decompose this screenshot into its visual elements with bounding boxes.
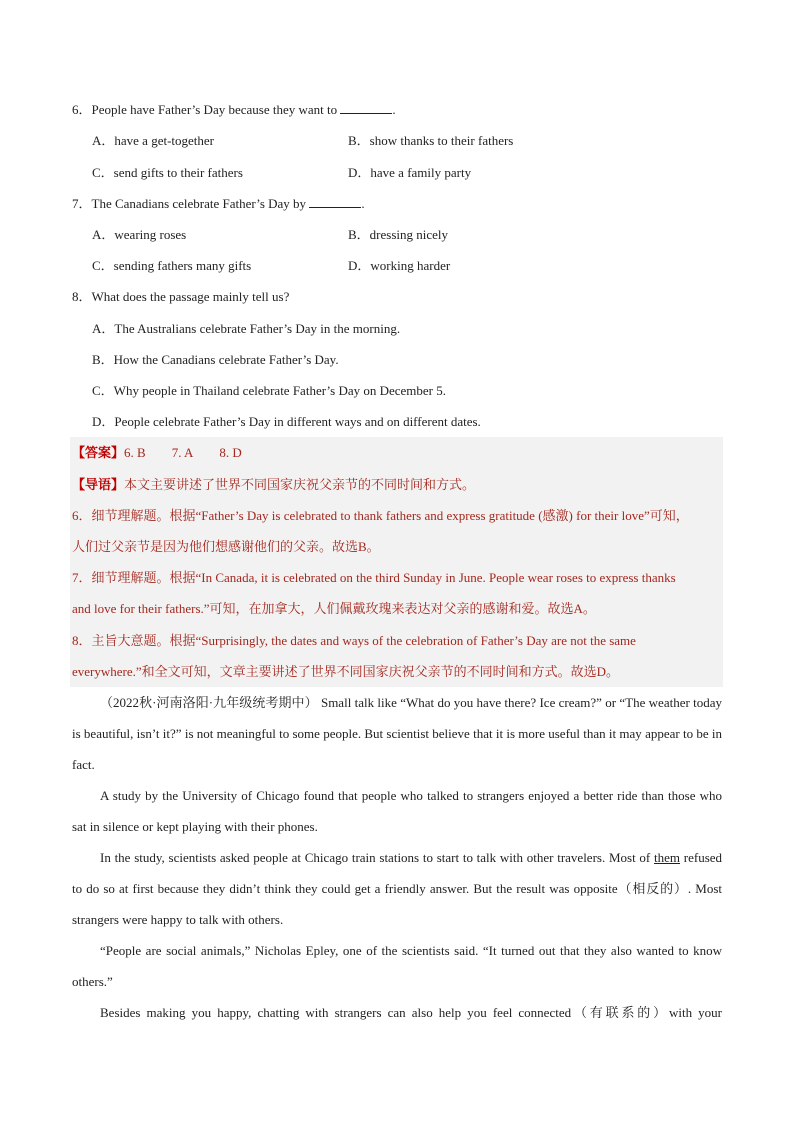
passage-paragraph-4: “People are social animals,” Nicholas Epley, one of the scientists said. “It turned out that they also wanted to know others.”	[72, 943, 722, 989]
explanation-7-line2: and love for their fathers.”可知，在加拿大，人们佩戴玫瑰来表达对父亲的感谢和爱。故选A。	[72, 601, 596, 616]
question-8-option-a: A．The Australians celebrate Father’s Day in the morning.	[92, 321, 401, 336]
question-8-stem: 8．What does the passage mainly tell us?	[72, 289, 290, 304]
passage-paragraph-5: Besides making you happy, chatting with strangers can also help you feel connected（有联系的）with your	[100, 1005, 722, 1020]
question-6-option-c: C．send gifts to their fathers	[92, 165, 243, 180]
question-8-option-c: C．Why people in Thailand celebrate Father’s Day on December 5.	[92, 383, 447, 398]
question-8-option-b: B．How the Canadians celebrate Father’s Day.	[92, 352, 339, 367]
underlined-word: them	[654, 850, 681, 865]
question-6-stem: 6．People have Father’s Day because they want to .	[72, 102, 396, 117]
reading-passage	[72, 687, 722, 1028]
passage-source: （2022秋·河南洛阳·九年级统考期中）	[100, 695, 318, 710]
passage-paragraph-1: （2022秋·河南洛阳·九年级统考期中） Small talk like “What do you have there? Ice cream?” or “The weather today is beautiful, isn’t it?” is not meaningful to some people. But scientist believe that it is more useful than it may appear to be in fact.	[72, 695, 722, 772]
question-7-option-a: A．wearing roses	[92, 227, 187, 242]
explanation-8-line2: everywhere.”和全文可知，文章主要讲述了世界不同国家庆祝父亲节的不同时间和方式。故选D。	[72, 664, 620, 679]
answer-blank	[309, 196, 361, 208]
guide-line: 【导语】本文主要讲述了世界不同国家庆祝父亲节的不同时间和方式。	[72, 477, 476, 492]
question-7-option-b: B．dressing nicely	[348, 227, 449, 242]
explanation-6-line2: 人们过父亲节是因为他们想感谢他们的父亲。故选B。	[72, 539, 380, 554]
passage-paragraph-2: A study by the University of Chicago found that people who talked to strangers enjoyed a better ride than those who sat in silence or kept playing with their phones.	[72, 788, 722, 834]
question-8-option-d: D．People celebrate Father’s Day in different ways and on different dates.	[92, 414, 481, 429]
question-6-option-a: A．have a get-together	[92, 133, 215, 148]
explanation-6-line1: 6．细节理解题。根据“Father’s Day is celebrated to thank fathers and express gratitude (感激) for their love”可知，	[72, 508, 689, 523]
answer-line: 【答案】6. B 7. A 8. D	[72, 445, 242, 460]
question-6-option-d: D．have a family party	[348, 165, 472, 180]
question-7-option-c: C．sending fathers many gifts	[92, 258, 252, 273]
explanation-7-line1: 7．细节理解题。根据“In Canada, it is celebrated on the third Sunday in June. People wear roses to express thanks	[72, 570, 676, 585]
passage-paragraph-3: In the study, scientists asked people at Chicago train stations to start to talk with other travelers. Most of them refused to do so at first because they didn’t think they could get a friendly answer. But the result was opposite（相反的）. Most strangers were happy to talk with others.	[72, 850, 723, 927]
answer-blank	[340, 102, 392, 114]
explanation-8-line1: 8．主旨大意题。根据“Surprisingly, the dates and ways of the celebration of Father’s Day are not the same	[72, 633, 636, 648]
question-7-option-d: D．working harder	[348, 258, 451, 273]
question-6-option-b: B．show thanks to their fathers	[348, 133, 514, 148]
answer-explanation-box	[70, 437, 723, 687]
question-7-stem: 7．The Canadians celebrate Father’s Day by .	[72, 196, 365, 211]
